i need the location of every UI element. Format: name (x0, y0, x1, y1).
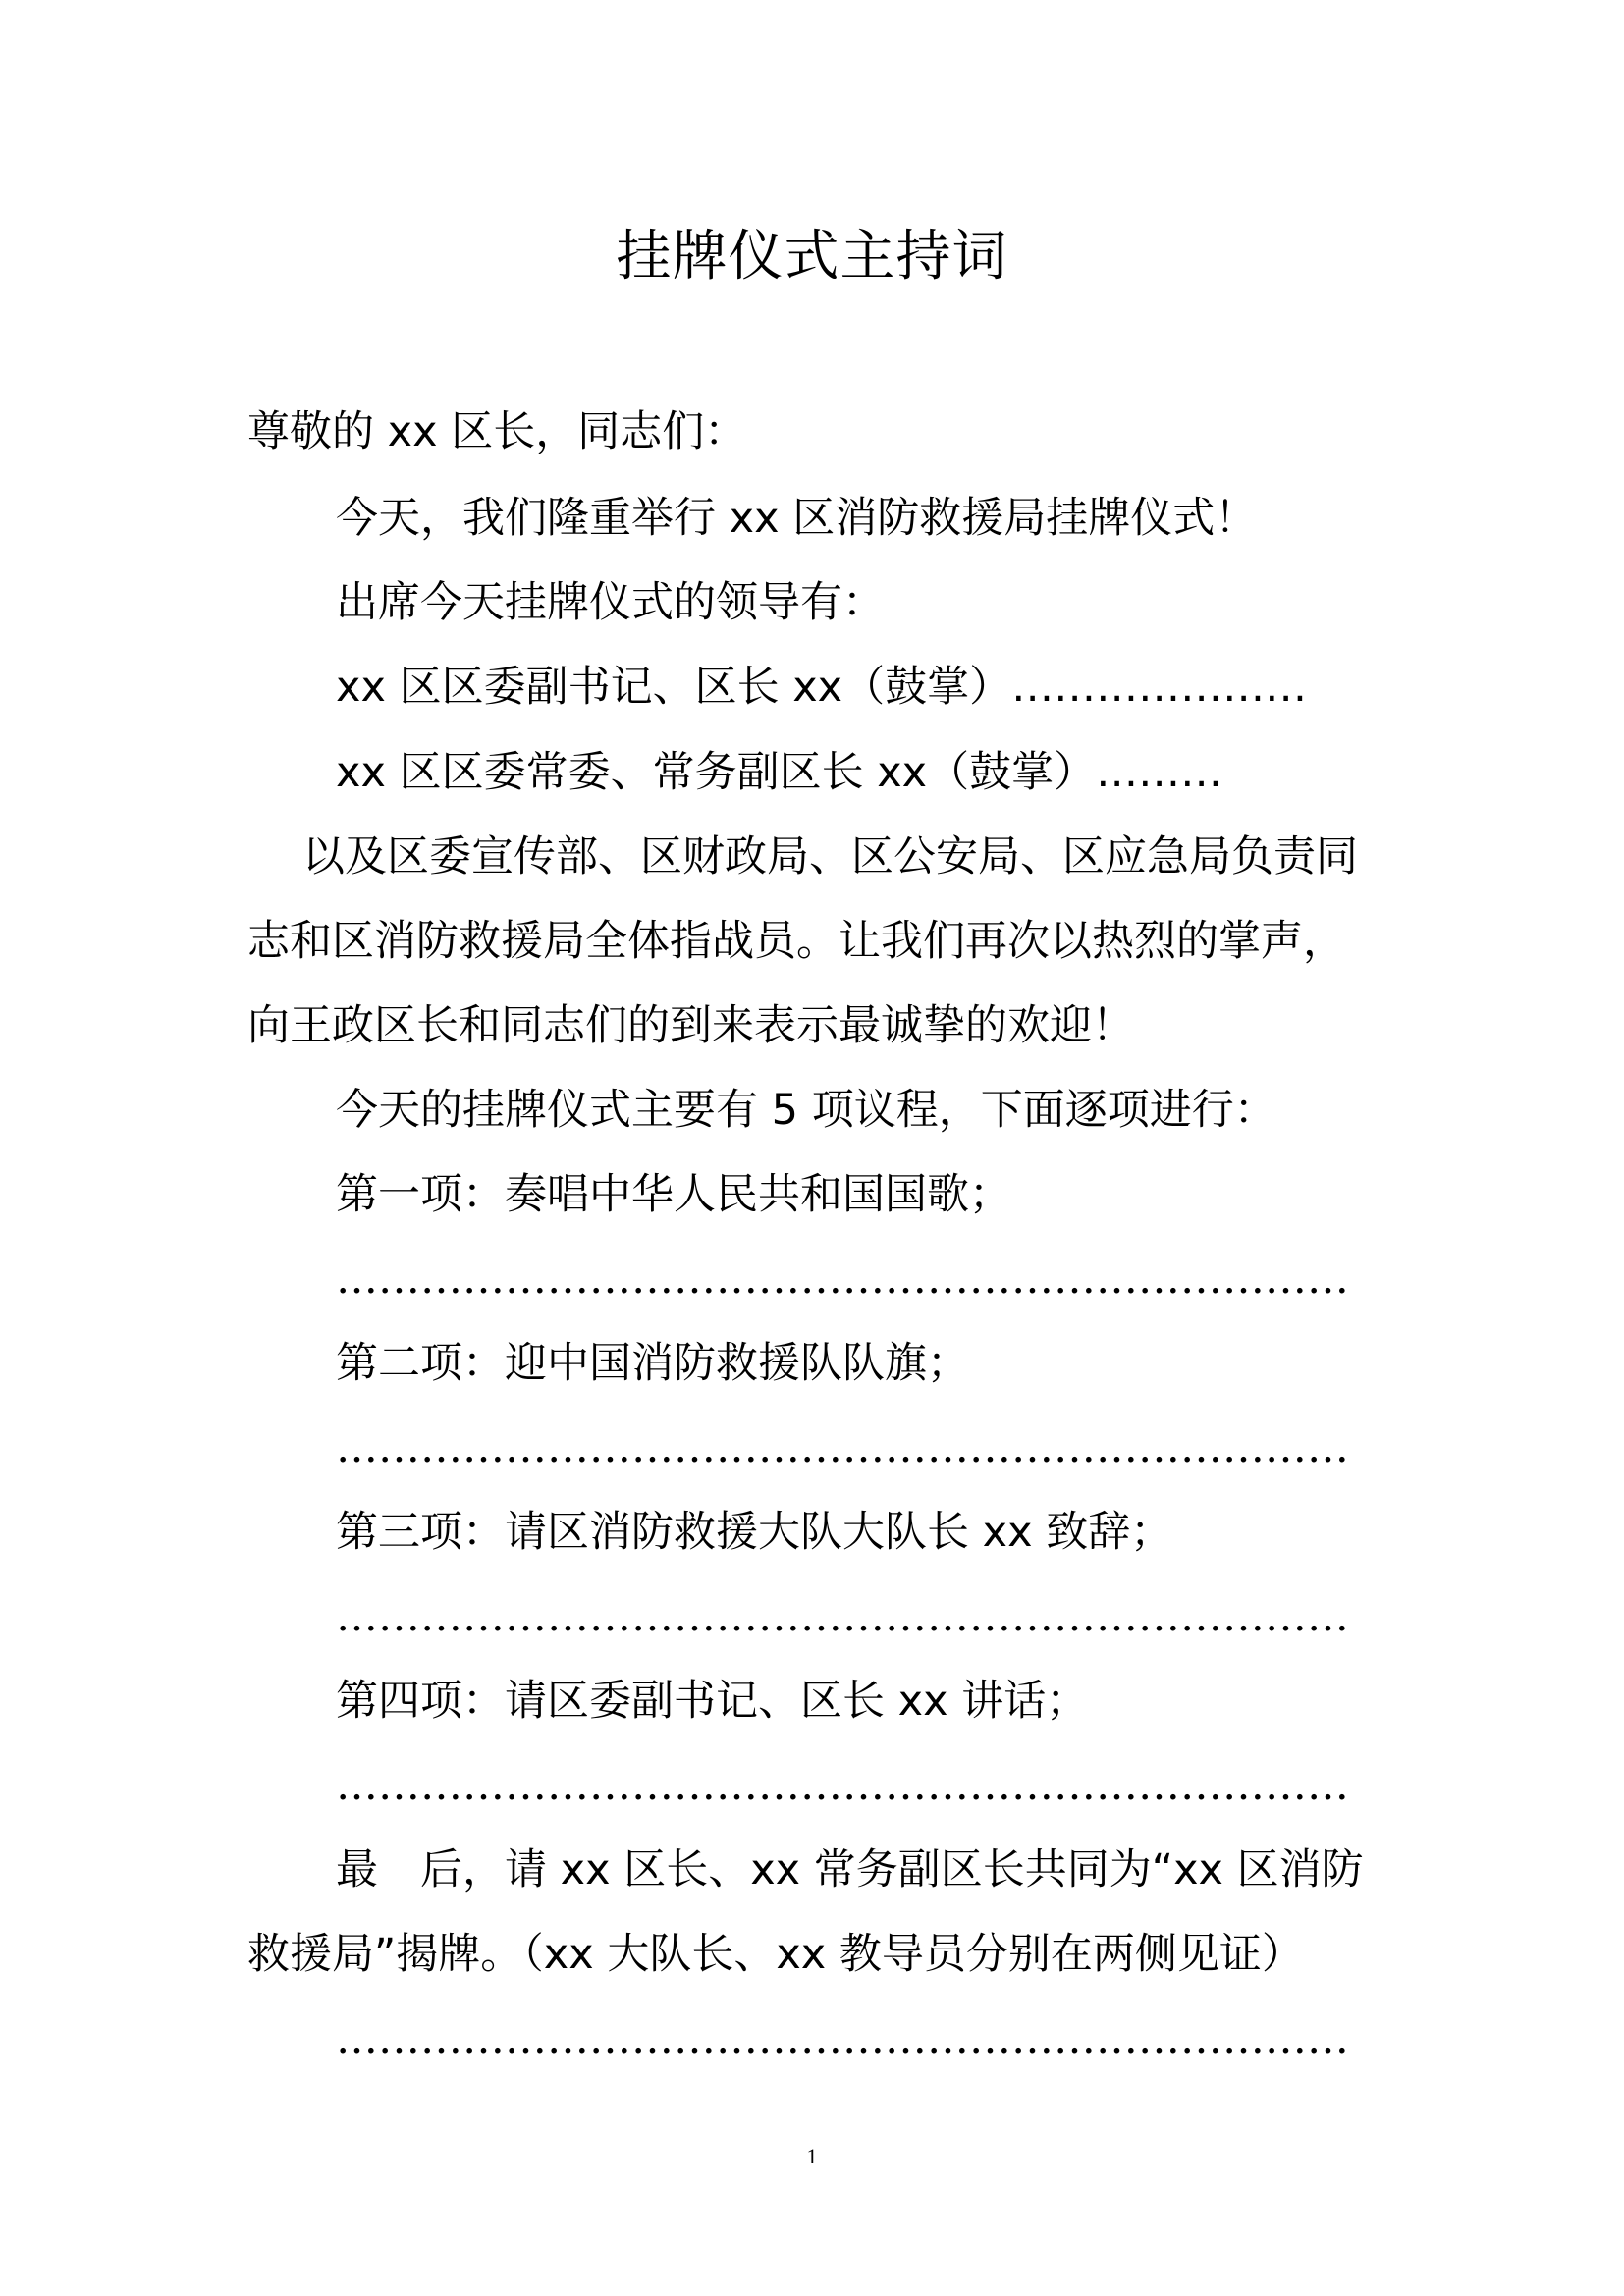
leaders-intro: 出席今天挂牌仪式的领导有： (336, 578, 885, 627)
agenda-item-1: 第一项：奏唱中华人民共和国国歌； (336, 1170, 1011, 1219)
dotted-leader: ……………………………………………………………… (336, 1423, 1349, 1472)
document-title: 挂牌仪式主持词 (616, 225, 1008, 289)
final-line-1: 最 后，请 xx 区长、xx 常务副区长共同为“xx 区消防 (336, 1845, 1364, 1895)
opening-line: 今天，我们隆重举行 xx 区消防救援局挂牌仪式！ (336, 494, 1258, 543)
agenda-item-2: 第二项：迎中国消防救援队队旗； (336, 1339, 969, 1388)
dotted-leader: ……………………………………………………………… (336, 1255, 1349, 1304)
salutation: 尊敬的 xx 区长，同志们： (247, 407, 747, 456)
dotted-leader: ……………………………………………………………… (336, 2014, 1349, 2063)
others-line-2: 志和区消防救援局全体指战员。让我们再次以热烈的掌声， (247, 917, 1345, 966)
agenda-item-4: 第四项：请区委副书记、区长 xx 讲话； (336, 1677, 1089, 1726)
others-line-3: 向王政区长和同志们的到来表示最诚挚的欢迎！ (247, 1001, 1134, 1050)
others-line-1: 以及区委宣传部、区财政局、区公安局、区应急局负责同 (302, 832, 1358, 881)
leader-line-1: xx 区区委副书记、区长 xx（鼓掌）………………… (336, 663, 1308, 712)
dotted-leader: ……………………………………………………………… (336, 1761, 1349, 1810)
page-number: 1 (806, 2144, 818, 2168)
dotted-leader: ……………………………………………………………… (336, 1592, 1349, 1641)
final-line-2: 救援局”揭牌。（xx 大队长、xx 教导员分别在两侧见证） (247, 1930, 1304, 1979)
leader-line-2: xx 区区委常委、常务副区长 xx（鼓掌）……… (336, 748, 1223, 797)
agenda-intro: 今天的挂牌仪式主要有 5 项议程，下面逐项进行： (336, 1086, 1276, 1135)
agenda-item-3: 第三项：请区消防救援大队大队长 xx 致辞； (336, 1508, 1173, 1557)
